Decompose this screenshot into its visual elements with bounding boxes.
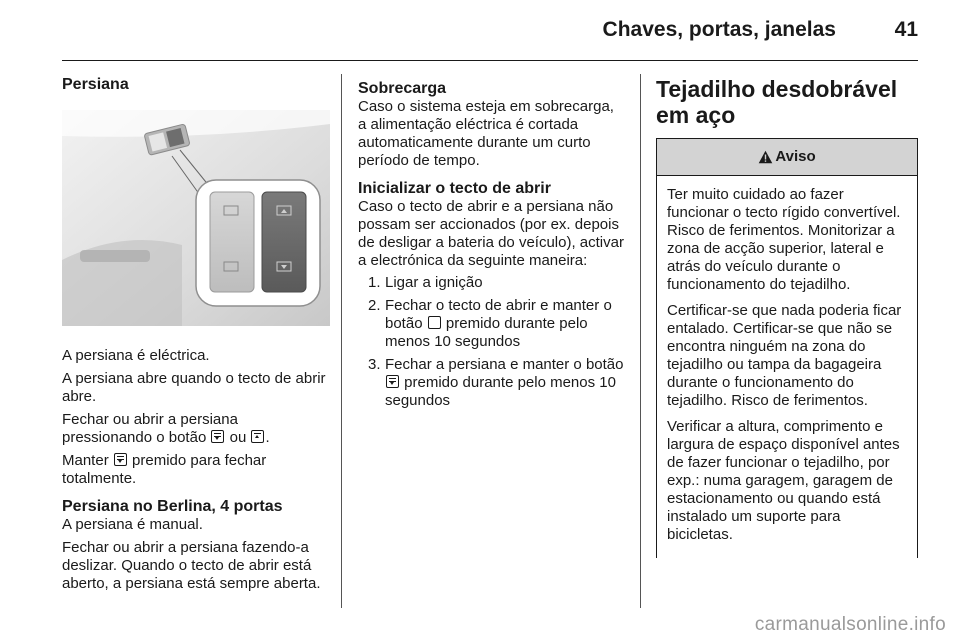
warning-paragraph: Certificar-se que nada poderia ficar entalado. Certificar-se que não se encontra ninguém na zona do tejadilho ou tampa da bagageira durante o funcionamento do tejadilho. Risco de ferimentos.: [667, 302, 902, 409]
section-heading-tejadilho: Tejadilho desdobrável em aço: [656, 76, 898, 128]
shade-open-icon: [251, 430, 264, 443]
page-header: [62, 0, 918, 61]
list-item: 2. Fechar o tecto de abrir e manter o botão premido durante pelo menos 10 segundos: [368, 297, 612, 350]
text-paragraph: Fechar ou abrir a persiana fazendo-a deslizar. Quando o tecto de abrir está aberto, a persiana está sempre aberta.: [62, 539, 321, 592]
column-persiana: [62, 72, 330, 598]
page-number: 41: [894, 18, 918, 41]
column-sobrecarga: [358, 72, 624, 415]
shade-close-icon: [114, 453, 127, 466]
column-divider: [640, 74, 641, 608]
shade-close-icon: [211, 430, 224, 443]
warning-header: [657, 139, 917, 176]
section-heading-inicializar: Inicializar o tecto de abrir: [358, 180, 551, 197]
warning-triangle-icon: [758, 150, 773, 164]
text-paragraph: Caso o tecto de abrir e a persiana não possam ser accionados (por ex. depois de desligar a bateria do veículo), activar a electrónica da seguinte maneira:: [358, 198, 624, 269]
sunshade-switch-illustration: [62, 110, 330, 326]
text-paragraph: Fechar ou abrir a persiana pressionando o botão ou .: [62, 411, 270, 446]
section-heading-berlina: Persiana no Berlina, 4 portas: [62, 498, 283, 515]
text-paragraph: A persiana é eléctrica.: [62, 347, 210, 364]
text-paragraph: A persiana é manual.: [62, 516, 203, 533]
list-item: 1. Ligar a ignição: [368, 274, 483, 291]
warning-paragraph: Verificar a altura, comprimento e largura de espaço disponível antes de fazer funcionar o tejadilho, por exp.: numa garagem, garagem de estacionamento ou quando está instalado um suporte para bicicletas.: [667, 418, 900, 543]
sunroof-close-icon: [428, 316, 441, 329]
warning-paragraph: Ter muito cuidado ao fazer funcionar o tecto rígido convertível. Risco de ferimentos. Monitorizar a zona de acção superior, lateral e atrás do veículo durante o funcionamento do tejadilho.: [667, 186, 901, 293]
text-paragraph: A persiana abre quando o tecto de abrir abre.: [62, 370, 326, 405]
steps-list: [358, 274, 624, 410]
warning-body: [657, 176, 917, 544]
warning-label: Aviso: [775, 148, 816, 165]
column-tejadilho: [656, 72, 918, 558]
warning-box: [656, 138, 918, 558]
section-heading-sobrecarga: Sobrecarga: [358, 80, 447, 97]
column-divider: [341, 74, 342, 608]
header-title: Chaves, portas, janelas: [602, 18, 836, 41]
text-paragraph: Manter premido para fechar totalmente.: [62, 452, 267, 487]
text-paragraph: Caso o sistema esteja em sobrecarga, a alimentação eléctrica é cortada automaticamente durante um curto período de tempo.: [358, 98, 614, 169]
shade-close-icon: [386, 375, 399, 388]
list-item: 3. Fechar a persiana e manter o botão premido durante pelo menos 10 segundos: [368, 356, 624, 409]
section-heading-persiana: Persiana: [62, 76, 129, 93]
watermark: carmanualsonline.info: [754, 614, 946, 635]
